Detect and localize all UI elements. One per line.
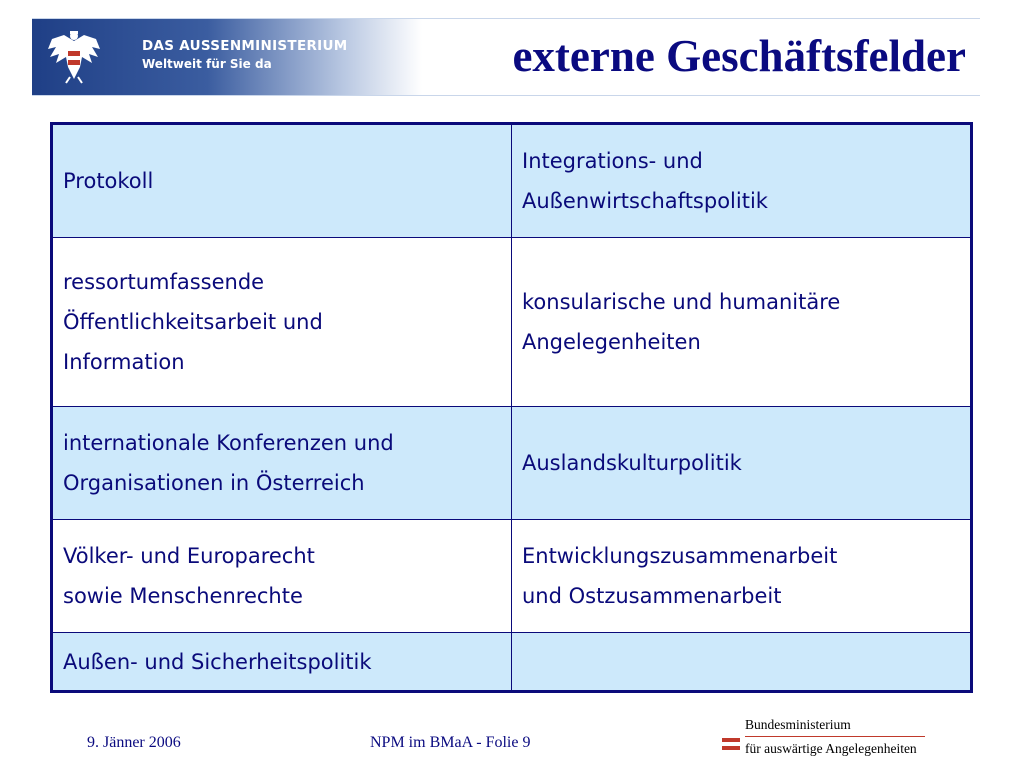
ministry-footer-logo xyxy=(720,717,970,761)
table-body xyxy=(52,124,972,692)
brand-line-2: Weltweit für Sie da xyxy=(142,57,272,71)
table-cell-right xyxy=(512,520,972,633)
table-cell-right xyxy=(512,633,972,692)
slide-title: externe Geschäftsfelder xyxy=(512,31,966,81)
slide-header xyxy=(32,18,980,96)
table-cell-left xyxy=(52,124,512,238)
cell-text-line: Entwicklungszusammenarbeit xyxy=(522,544,838,569)
table-cell-left xyxy=(52,520,512,633)
table-row xyxy=(52,407,972,520)
ministry-divider xyxy=(745,736,925,737)
footer-date: 9. Jänner 2006 xyxy=(87,734,181,751)
ministry-line-2: für auswärtige Angelegenheiten xyxy=(745,741,917,756)
table-row xyxy=(52,520,972,633)
cell-text-line: Integrations- und xyxy=(522,149,703,174)
cell-text-line: Öffentlichkeitsarbeit und xyxy=(63,310,323,335)
cell-text-line: Angelegenheiten xyxy=(522,330,701,355)
cell-text-line: Auslandskulturpolitik xyxy=(522,451,742,476)
table-row xyxy=(52,633,972,692)
cell-text-line: Außen- und Sicherheitspolitik xyxy=(63,649,372,674)
table-cell-left xyxy=(52,407,512,520)
table-cell-right xyxy=(512,407,972,520)
austrian-flag-icon xyxy=(722,738,740,750)
austrian-eagle-icon xyxy=(44,27,104,87)
table-cell-left xyxy=(52,633,512,692)
cell-text-line: internationale Konferenzen und xyxy=(63,431,394,456)
cell-text-line: konsularische und humanitäre xyxy=(522,290,841,315)
cell-text-line: Information xyxy=(63,350,185,375)
table-cell-left xyxy=(52,238,512,407)
cell-text-line: und Ostzusammenarbeit xyxy=(522,584,782,609)
cell-text-line: sowie Menschenrechte xyxy=(63,584,303,609)
table-cell-right xyxy=(512,124,972,238)
table-cell-right xyxy=(512,238,972,407)
brand-line-1: DAS AUSSENMINISTERIUM xyxy=(142,38,348,54)
business-fields-table xyxy=(50,122,973,693)
ministry-brand-banner xyxy=(32,19,422,95)
cell-text-line: Organisationen in Österreich xyxy=(63,471,365,496)
table-row xyxy=(52,238,972,407)
cell-text-line: Völker- und Europarecht xyxy=(63,544,315,569)
table-row xyxy=(52,124,972,238)
cell-text-line: Protokoll xyxy=(63,169,154,194)
ministry-line-1: Bundesministerium xyxy=(745,717,851,732)
cell-text-line: Außenwirtschaftspolitik xyxy=(522,189,768,214)
footer-slide-label: NPM im BMaA - Folie 9 xyxy=(370,734,531,751)
cell-text-line: ressortumfassende xyxy=(63,270,265,295)
